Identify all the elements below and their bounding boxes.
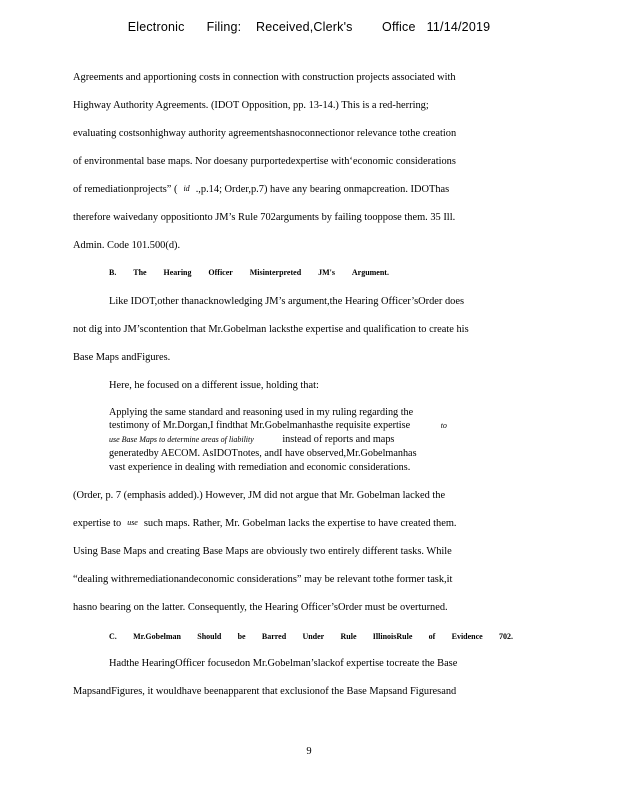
block-quote-line: [109, 434, 479, 445]
text-line: Agreements and apportioning costs in connection with construction projects associated with: [73, 72, 456, 83]
section-heading-c: [109, 632, 513, 641]
heading-word: JM's: [318, 268, 335, 277]
heading-word: be: [237, 632, 246, 641]
text-fragment: of remediationprojects” (: [73, 184, 178, 195]
italic-text: use: [127, 518, 138, 527]
heading-word: Officer: [208, 268, 233, 277]
heading-word: Argument.: [351, 268, 389, 277]
page-number: 9: [306, 746, 312, 757]
heading-word: Rule: [340, 632, 357, 641]
text-fragment: instead of reports and maps: [282, 434, 395, 445]
text-fragment: such maps. Rather, Mr. Gobelman lacks the expertise to have created them.: [143, 518, 457, 529]
text-line: Using Base Maps and creating Base Maps are obviously two entirely different tasks. While: [73, 546, 452, 557]
heading-word: The: [133, 268, 147, 277]
text-line: of environmental base maps. Nor doesany purportedexpertise with‘economic considerations: [73, 156, 456, 167]
text-line: Admin. Code 101.500(d).: [73, 240, 181, 251]
heading-word: 702.: [499, 632, 513, 641]
italic-text: to: [440, 421, 447, 430]
text-line: Base Maps andFigures.: [73, 352, 171, 363]
heading-word: Barred: [261, 632, 287, 641]
block-quote-line: vast experience in dealing with remediation and economic considerations.: [109, 462, 411, 473]
block-quote-line: [109, 420, 479, 431]
text-line: therefore waivedany oppositionto JM’s Rule 702arguments by failing tooppose them. 35 Ill.: [73, 212, 456, 223]
text-line: [73, 184, 455, 195]
text-fragment: expertise to: [73, 518, 122, 529]
heading-word: Evidence: [451, 632, 483, 641]
heading-word: Hearing: [163, 268, 192, 277]
text-line: Highway Authority Agreements. (IDOT Opposition, pp. 13-14.) This is a red-herring;: [73, 100, 429, 111]
text-line: “dealing withremediationandeconomic considerations” may be relevant tothe former task,it: [73, 574, 453, 585]
block-quote-line: Applying the same standard and reasoning used in my ruling regarding the: [109, 407, 414, 418]
text-line: [73, 518, 463, 529]
heading-word: Under: [302, 632, 325, 641]
heading-word: B.: [109, 268, 117, 277]
text-fragment: testimony of Mr.Dorgan,I findthat Mr.Gobelmanhasthe requisite expertise: [109, 420, 411, 431]
text-line: evaluating costsonhighway authority agreementshasnoconnectionor relevance tothe creation: [73, 128, 457, 139]
text-line: Hadthe HearingOfficer focusedon Mr.Gobelman’slackof expertise tocreate the Base: [109, 658, 458, 669]
filing-header: Electronic Filing: Received,Clerk's Office 11/14/2019: [127, 20, 491, 34]
heading-word: Should: [197, 632, 222, 641]
block-quote-line: generatedby AECOM. AsIDOTnotes, andI have observed,Mr.Gobelmanhas: [109, 448, 417, 459]
heading-word: IllinoisRule: [372, 632, 413, 641]
italic-text: use Base Maps to determine areas of liability: [109, 435, 254, 444]
text-line: Like IDOT,other thanacknowledging JM’s argument,the Hearing Officer’sOrder does: [109, 296, 465, 307]
section-heading-b: [109, 268, 389, 277]
text-fragment: .,p.14; Order,p.7) have any bearing onmapcreation. IDOThas: [195, 184, 450, 195]
text-line: Here, he focused on a different issue, holding that:: [109, 380, 319, 391]
text-line: MapsandFigures, it wouldhave beenapparent that exclusionof the Base Mapsand Figuresand: [73, 686, 457, 697]
heading-word: of: [428, 632, 436, 641]
heading-word: C.: [109, 632, 117, 641]
text-line: not dig into JM’scontention that Mr.Gobelman lacksthe expertise and qualification to create his: [73, 324, 469, 335]
text-line: (Order, p. 7 (emphasis added).) However, JM did not argue that Mr. Gobelman lacked the: [73, 490, 446, 501]
text-line: hasno bearing on the latter. Consequently, the Hearing Officer’sOrder must be overturned.: [73, 602, 448, 613]
heading-word: Misinterpreted: [249, 268, 302, 277]
heading-word: Mr.Gobelman: [133, 632, 181, 641]
italic-citation: id: [183, 184, 190, 193]
